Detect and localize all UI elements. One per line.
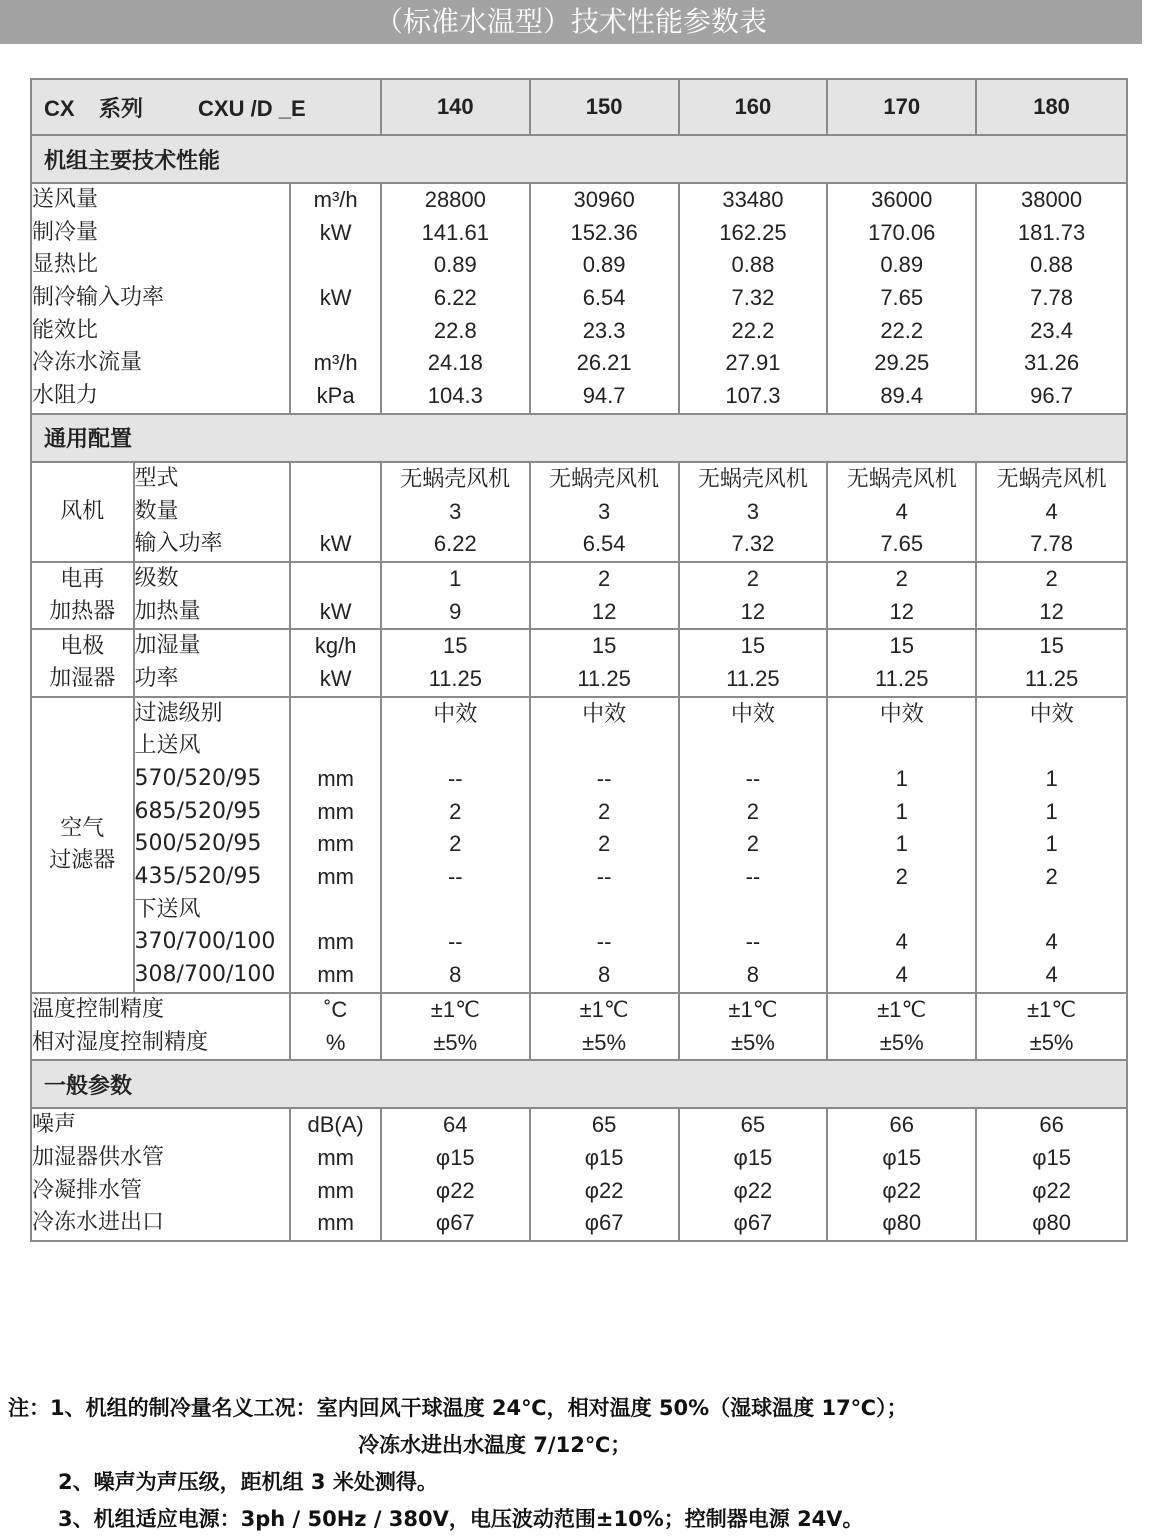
row-value: ±5% [582,1029,627,1055]
row-value: 2 [597,798,611,824]
row-value: 4 [895,929,908,955]
row-value: -- [447,766,463,791]
row-unit: % [325,1029,346,1055]
row-label-cell [32,994,291,1061]
row-value: φ67 [733,1210,773,1236]
row-value: 6.54 [582,531,626,557]
row-value: 30960 [573,187,635,212]
row-value: 15 [443,633,468,659]
model-col-header: 170 [828,80,977,136]
row-value: 2 [746,831,760,857]
row-unit-cell [291,994,382,1061]
row-value-cell [531,184,680,415]
group-label-cell [32,630,135,697]
row-value: 38000 [1020,187,1083,212]
row-unit-cell [291,184,382,415]
note-line: 2、噪声为声压级，距机组 3 米处测得。 [58,1470,438,1494]
spec-table [30,78,1128,1242]
row-value [977,730,1126,763]
row-value-cell [977,1109,1126,1240]
row-value-cell [680,994,829,1061]
row-value-cell [531,463,680,563]
row-value [382,730,529,763]
group-label: 加热器 [49,598,116,624]
model-col-header: 180 [977,80,1126,136]
row-value: 64 [443,1112,468,1138]
row-value: 2 [895,565,908,591]
row-label-cell [135,698,292,994]
row-value: φ15 [882,1144,922,1170]
group-label: 空气 [60,815,105,841]
row-label: 370/700/100 [134,929,276,955]
row-value: 33480 [722,187,784,212]
row-value: φ22 [1032,1177,1071,1203]
model-header-cell [32,80,382,136]
row-value: 2 [449,831,462,857]
row-value: 7.32 [731,285,775,311]
row-value-cell [382,698,531,994]
row-value: 96.7 [1030,383,1073,409]
row-unit [291,463,380,496]
row-value: 152.36 [570,219,638,245]
row-unit: mm [317,929,354,955]
row-unit: mm [317,864,354,890]
row-value: 27.91 [725,350,781,376]
row-unit: dB(A) [307,1112,364,1138]
row-label: 过滤级别 [134,700,223,726]
section-title-performance: 机组主要技术性能 [32,136,1126,184]
row-value: 1 [895,798,908,824]
row-label-cell [135,563,292,630]
row-value: -- [596,864,612,890]
row-value: 6.54 [582,285,626,311]
row-value: 3 [597,498,611,524]
row-unit-cell [291,630,382,697]
row-label: 435/520/95 [134,864,262,890]
row-label: 570/520/95 [134,766,262,791]
row-value: 12 [1039,598,1064,624]
row-value: 中效 [433,700,478,726]
row-value: 12 [591,598,617,624]
row-value: 4 [1045,498,1058,524]
group-label: 过滤器 [49,847,116,873]
group-label: 风机 [60,498,105,524]
row-unit: kPa [316,383,355,409]
row-value: 2 [1045,565,1058,591]
row-value-cell [828,184,977,415]
row-unit: ˚C [324,996,348,1022]
row-label: 噪声 [32,1112,77,1138]
row-value: 2 [1045,864,1058,890]
row-value: 3 [746,498,760,524]
row-unit [291,496,380,529]
model-code: CXU /D _E [198,95,306,121]
row-value: 26.21 [576,350,632,376]
row-unit: m³/h [313,187,358,212]
section-row [32,136,1126,184]
row-value: -- [596,766,612,791]
row-label: 制冷量 [32,219,99,245]
row-label: 相对湿度控制精度 [32,1029,209,1055]
section-title-general: 一般参数 [32,1061,1126,1109]
row-value-cell [977,698,1126,994]
row-value: ±1℃ [728,996,778,1022]
row-value: 4 [1045,962,1058,988]
row-unit [291,563,380,596]
row-value: ±1℃ [877,996,927,1022]
section-row [32,1061,1126,1109]
row-value: 36000 [871,187,933,212]
row-label: 308/700/100 [134,962,276,988]
row-value: 104.3 [427,383,483,409]
row-unit: kW [319,531,352,557]
row-value: ±1℃ [430,996,480,1022]
row-value: -- [447,929,463,955]
row-value: 0.88 [731,252,775,278]
row-value: 6.22 [433,285,477,311]
row-unit: kW [319,598,352,624]
row-value: 1 [1045,766,1058,791]
row-value-cell [382,1109,531,1240]
row-value: 94.7 [582,383,626,409]
row-value: 12 [889,598,914,624]
section-row [32,415,1126,463]
row-unit [291,730,380,763]
row-value: 4 [1045,929,1058,955]
config-block-humidifier [32,630,1126,697]
row-value: φ80 [1032,1210,1071,1236]
row-value-cell [680,1109,829,1240]
row-value: 170.06 [868,219,936,245]
row-value: 31.26 [1024,350,1080,376]
row-value: ±5% [879,1029,924,1055]
note-line: 冷冻水进出水温度 7/12℃； [358,1433,632,1457]
row-value: ±1℃ [1027,996,1077,1022]
note-line: 3、机组适应电源：3ph / 50Hz / 380V，电压波动范围±10%；控制器电源 24V。 [58,1507,864,1531]
row-value: 0.88 [1030,252,1073,278]
row-value: 2 [895,864,908,890]
row-value: 0.89 [582,252,626,278]
row-value: 29.25 [874,350,930,376]
row-unit-cell [291,698,382,994]
row-value: 无蜗壳风机 [996,465,1107,491]
row-value-cell [828,630,977,697]
row-unit: kW [319,665,352,691]
row-label-cell [32,1109,291,1240]
row-label: 型式 [134,465,179,491]
group-label-cell [32,698,135,994]
row-value: 15 [889,633,914,659]
row-value: 0.89 [433,252,477,278]
row-value [828,894,975,927]
row-value: ±5% [1029,1029,1074,1055]
row-unit: m³/h [313,350,358,376]
row-value: 66 [1039,1112,1064,1138]
row-value: 11.25 [875,665,929,691]
row-value: 1 [449,565,462,591]
row-value: 22.2 [880,317,924,343]
row-value: 8 [597,962,611,988]
row-value-cell [680,463,829,563]
row-value-cell [680,698,829,994]
row-value: 23.4 [1030,317,1073,343]
row-value: 7.65 [880,531,924,557]
row-value-cell [382,630,531,697]
model-col-header: 160 [680,80,829,136]
row-value: 22.8 [433,317,477,343]
row-unit [291,698,380,731]
row-value-cell [977,463,1126,563]
row-unit-cell [291,463,382,563]
row-label: 上送风 [134,733,201,759]
group-label-cell [32,463,135,563]
row-value: 8 [746,962,760,988]
row-value [680,894,827,927]
row-value: φ15 [733,1144,773,1170]
row-value: φ67 [584,1210,624,1236]
row-value: 162.25 [719,219,787,245]
row-value: 28800 [424,187,486,212]
group-label: 加湿器 [49,665,116,691]
row-value [531,894,678,927]
row-label: 加热量 [134,598,201,624]
header-row [32,80,1126,136]
row-unit: mm [317,1210,354,1236]
row-value: 4 [895,498,908,524]
row-value-cell [382,994,531,1061]
row-value-cell [828,563,977,630]
row-unit-cell [291,563,382,630]
row-value: 无蜗壳风机 [846,465,957,491]
row-value [680,730,827,763]
row-value: 11.25 [428,665,482,691]
row-label: 输入功率 [134,531,223,557]
row-value: φ15 [584,1144,624,1170]
row-label: 数量 [134,498,179,524]
row-value-cell [977,994,1126,1061]
row-value-cell [828,994,977,1061]
row-value: -- [745,766,761,791]
row-value: 1 [1045,831,1058,857]
note-line: 注：1、机组的制冷量名义工况：室内回风干球温度 24℃，相对温度 50%（湿球温度 17℃）； [8,1396,908,1420]
row-value: 181.73 [1017,219,1086,245]
row-value: 6.22 [433,531,477,557]
row-label: 能效比 [32,317,99,343]
series-label: 系列 [99,96,144,122]
row-value: 无蜗壳风机 [697,465,808,491]
row-value [531,730,678,763]
row-unit [291,249,380,282]
page-title: （标准水温型）技术性能参数表 [0,0,1142,44]
row-label: 冷冻水进出口 [32,1210,165,1236]
row-value: 9 [449,598,462,624]
config-block-reheater [32,563,1126,630]
row-label: 加湿器供水管 [32,1144,165,1170]
row-value-cell [531,630,680,697]
row-label: 冷冻水流量 [32,350,143,376]
row-value-cell [828,1109,977,1240]
row-unit: kW [319,219,352,245]
row-label: 冷凝排水管 [32,1177,143,1203]
row-value-cell [680,563,829,630]
row-value-cell [531,563,680,630]
row-value: φ22 [435,1177,475,1203]
row-value: 65 [591,1112,617,1138]
row-value-cell [828,463,977,563]
row-label: 685/520/95 [134,798,262,824]
row-value: ±1℃ [579,996,629,1022]
row-unit: mm [317,962,354,988]
model-col-header: 150 [531,80,680,136]
row-label: 制冷输入功率 [32,285,165,311]
row-label-cell [135,463,292,563]
row-label-cell [135,630,292,697]
row-value-cell [531,994,680,1061]
row-label: 温度控制精度 [32,996,165,1022]
config-block-fan [32,463,1126,563]
row-value: 2 [597,831,611,857]
row-value [828,730,975,763]
row-value: 11.25 [577,665,631,691]
row-value: 15 [1039,633,1064,659]
row-value: 7.78 [1030,531,1073,557]
row-label: 下送风 [134,896,201,922]
section-title-config: 通用配置 [32,415,1126,463]
data-block [32,1109,1126,1240]
row-value-cell [977,184,1126,415]
row-value: 无蜗壳风机 [400,465,511,491]
row-label: 加湿量 [134,633,201,659]
row-value-cell [680,630,829,697]
row-value: 11.25 [1024,665,1079,691]
row-value-cell [531,1109,680,1240]
group-label: 电极 [60,633,105,659]
row-value: 11.25 [726,665,780,691]
row-value: 1 [1045,798,1058,824]
row-value: 0.89 [880,252,924,278]
row-label: 显热比 [32,252,99,278]
row-value: φ22 [882,1177,922,1203]
row-value: 12 [740,598,766,624]
row-value-cell [382,463,531,563]
row-value: ±5% [730,1029,775,1055]
row-value: φ22 [733,1177,773,1203]
row-value: -- [596,929,612,955]
row-value: 1 [895,766,908,791]
row-value: -- [745,864,761,890]
row-label: 送风量 [32,187,99,212]
row-value: 15 [591,633,617,659]
row-value: 24.18 [427,350,483,376]
row-value: 141.61 [421,219,489,245]
row-value: 23.3 [582,317,626,343]
row-value: 2 [746,798,760,824]
row-unit: mm [317,798,354,824]
row-value: φ67 [435,1210,475,1236]
row-value-cell [977,630,1126,697]
row-value-cell [531,698,680,994]
row-value: 65 [740,1112,766,1138]
row-unit: kg/h [314,633,357,659]
row-value: -- [745,929,761,955]
row-value: 2 [597,565,611,591]
row-value: 4 [895,962,908,988]
row-value: 中效 [582,700,627,726]
row-value: 7.32 [731,531,775,557]
row-unit: mm [317,766,354,791]
row-value: 66 [889,1112,914,1138]
row-value: -- [447,864,463,890]
row-value: 中效 [879,700,924,726]
row-value: 89.4 [880,383,924,409]
row-unit: kW [319,285,352,311]
row-value: φ22 [584,1177,624,1203]
row-value-cell [977,563,1126,630]
row-label: 级数 [134,565,179,591]
data-block [32,994,1126,1061]
row-unit-cell [291,1109,382,1240]
row-label: 水阻力 [32,383,99,409]
row-value: 3 [449,498,462,524]
row-value: 2 [449,798,462,824]
data-block [32,184,1126,415]
row-unit: mm [317,1144,354,1170]
group-label: 电再 [60,566,105,592]
row-value [382,894,529,927]
row-label: 功率 [134,665,179,691]
row-label-cell [32,184,291,415]
row-unit [291,315,380,348]
row-unit: mm [317,831,354,857]
row-value [977,894,1126,927]
row-value: 2 [746,565,760,591]
row-unit [291,894,380,927]
row-label: 500/520/95 [134,831,262,857]
row-unit: mm [317,1177,354,1203]
row-value: ±5% [433,1029,478,1055]
row-value-cell [828,698,977,994]
row-value: φ15 [435,1144,475,1170]
series-name: CX [44,95,75,121]
row-value-cell [382,184,531,415]
row-value: 15 [740,633,766,659]
row-value: 8 [449,962,462,988]
row-value-cell [680,184,829,415]
row-value: 无蜗壳风机 [549,465,660,491]
row-value: φ80 [882,1210,922,1236]
row-value: 中效 [730,700,775,726]
row-value: φ15 [1032,1144,1071,1170]
row-value: 1 [895,831,908,857]
row-value: 22.2 [731,317,775,343]
row-value-cell [382,563,531,630]
row-value: 中效 [1029,700,1074,726]
row-value: 7.65 [880,285,924,311]
row-value: 107.3 [725,383,781,409]
group-label-cell [32,563,135,630]
row-value: 7.78 [1030,285,1073,311]
model-col-header: 140 [382,80,531,136]
config-block-air_filter [32,698,1126,994]
notes [8,1390,1148,1538]
